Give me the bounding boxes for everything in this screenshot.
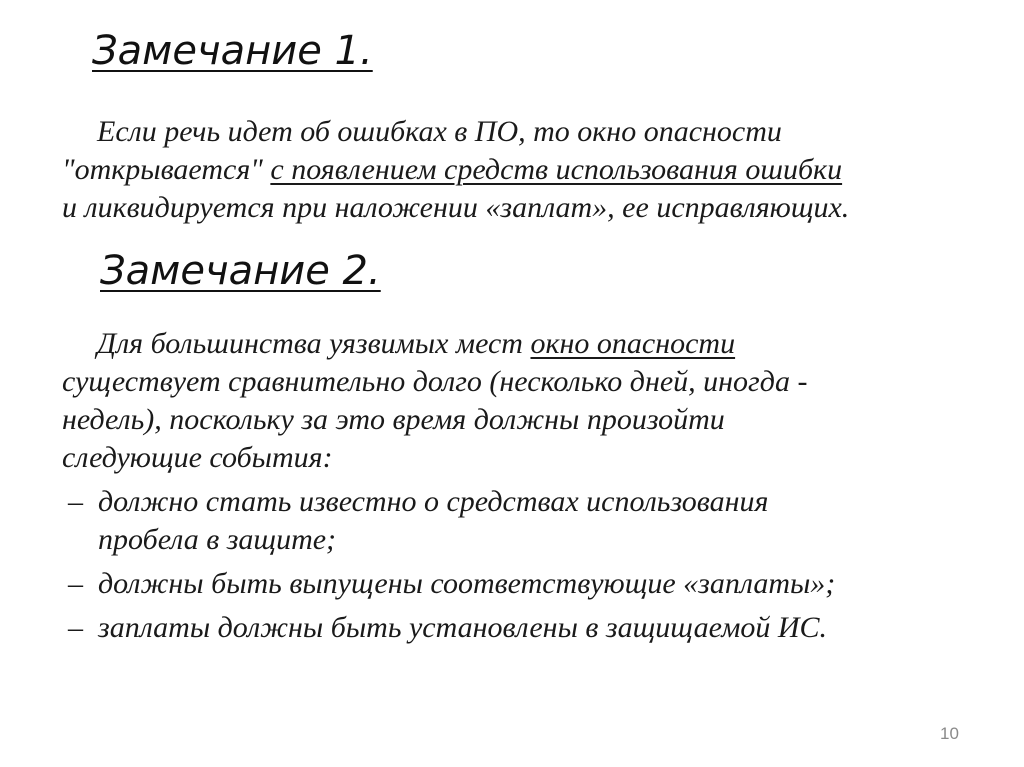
events-list [68,483,835,653]
remark-2-underlined-phrase: окно опасности [530,327,736,360]
remark-2-line: недель), поскольку за это время должны произойти [62,403,725,436]
remark-2-paragraph [62,325,982,477]
remark-2-heading: Замечание 2. [100,248,381,294]
remark-1-line: и ликвидируется при наложении «заплат», ее исправляющих. [62,191,850,224]
page-number: 10 [940,724,959,743]
remark-1-quote: "открывается" [62,153,271,186]
list-item-text: должно стать известно о средствах использования [98,485,769,518]
dash-marker: – [68,567,83,600]
remark-1-line: Если речь идет об ошибках в ПО, то окно опасности [97,115,782,148]
dash-marker: – [68,611,83,644]
list-item [68,565,835,603]
remark-2-line: следующие события: [62,441,333,474]
remark-2-line [62,325,982,363]
remark-2-lead: Для большинства уязвимых мест [97,327,531,360]
list-item [68,483,835,559]
dash-marker: – [68,485,83,518]
list-item-text: заплаты должны быть установлены в защищаемой ИС. [98,611,828,644]
list-item-text: должны быть выпущены соответствующие «заплаты»; [98,567,836,600]
list-item [68,609,835,647]
remark-1-line [62,151,982,189]
remark-2-line: существует сравнительно долго (несколько дней, иногда - [62,365,808,398]
remark-1-heading: Замечание 1. [92,28,373,74]
list-item-text-continued: пробела в защите; [98,523,337,556]
remark-1-underlined-phrase: с появлением средств использования ошибки [270,153,843,186]
remark-1-paragraph [62,113,982,227]
